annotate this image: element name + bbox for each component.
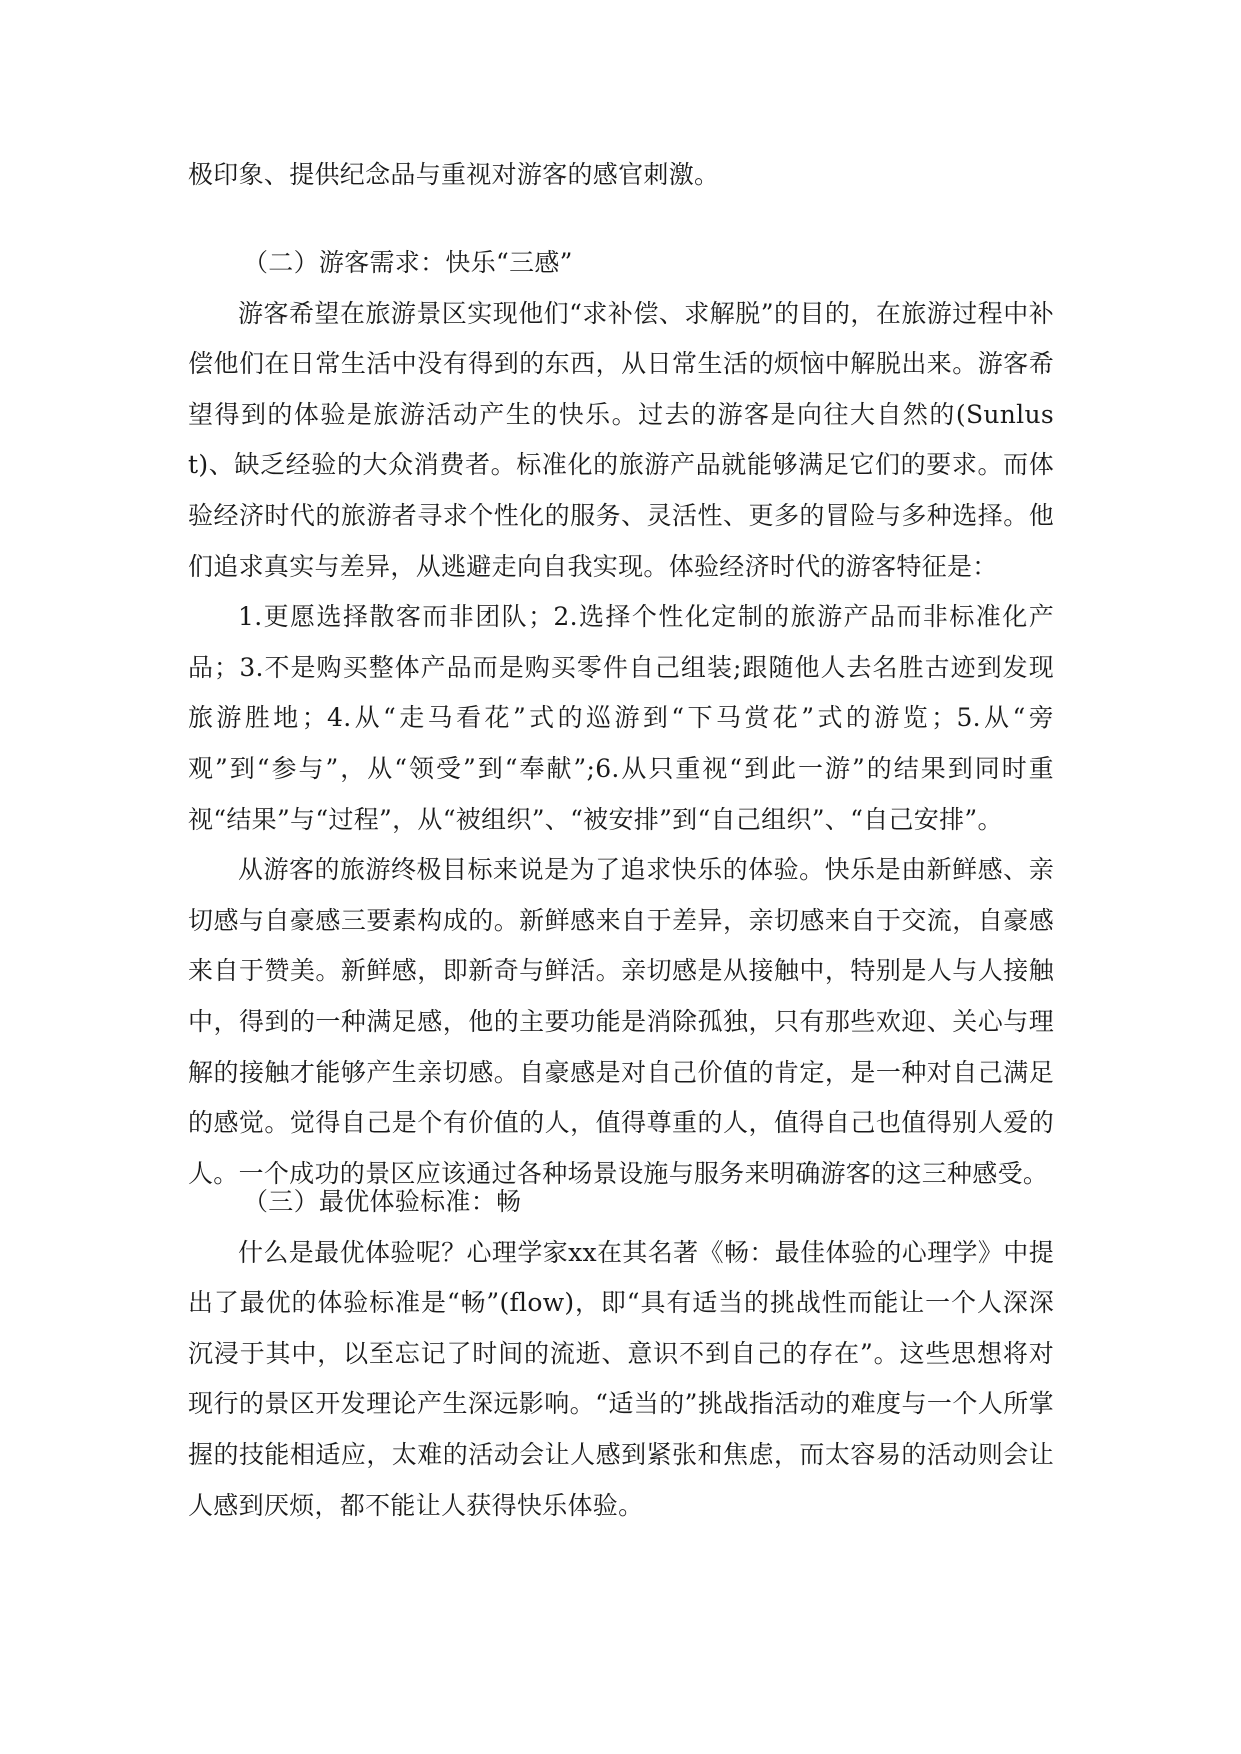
- section-2-paragraph-2: 1.更愿选择散客而非团队；2.选择个性化定制的旅游产品而非标准化产品；3.不是购买整体产品而是购买零件自己组装;跟随他人去名胜古迹到发现旅游胜地；4.从“走马看花”式的巡游到“下马赏花”式的游览；5.从“旁观”到“参与”，从“领受”到“奉献”;6.从只重视“到此一游”的结果到同时重视“结果”与“过程”，从“被组织”、“被安排”到“自己组织”、“自己安排”。: [188, 602, 1054, 834]
- section-3: [188, 1177, 1054, 1531]
- section-2: [188, 238, 1054, 1199]
- section-3-heading: （三）最优体验标准：畅: [243, 1187, 522, 1216]
- document-page: [188, 0, 1054, 1754]
- continuation-block: [188, 150, 1054, 201]
- section-3-paragraph-1: 什么是最优体验呢？心理学家xx在其名著《畅：最佳体验的心理学》中提出了最优的体验标准是“畅”(flow)，即“具有适当的挑战性而能让一个人深深沉浸于其中，以至忘记了时间的流逝、意识不到自己的存在”。这些思想将对现行的景区开发理论产生深远影响。“适当的”挑战指活动的难度与一个人所掌握的技能相适应，太难的活动会让人感到紧张和焦虑，而太容易的活动则会让人感到厌烦，都不能让人获得快乐体验。: [188, 1237, 1054, 1520]
- section-2-paragraph-3: 从游客的旅游终极目标来说是为了追求快乐的体验。快乐是由新鲜感、亲切感与自豪感三要素构成的。新鲜感来自于差异，亲切感来自于交流，自豪感来自于赞美。新鲜感，即新奇与鲜活。亲切感是从接触中，特别是人与人接触中，得到的一种满足感，他的主要功能是消除孤独，只有那些欢迎、关心与理解的接触才能够产生亲切感。自豪感是对自己价值的肯定，是一种对自己满足的感觉。觉得自己是个有价值的人，值得尊重的人，值得自己也值得别人爱的人。一个成功的景区应该通过各种场景设施与服务来明确游客的这三种感受。: [188, 855, 1054, 1188]
- continuation-paragraph: 极印象、提供纪念品与重视对游客的感官刺激。: [188, 160, 720, 189]
- section-2-heading: （二）游客需求：快乐“三感”: [243, 248, 573, 277]
- section-2-paragraph-1: 游客希望在旅游景区实现他们“求补偿、求解脱”的目的，在旅游过程中补偿他们在日常生活中没有得到的东西，从日常生活的烦恼中解脱出来。游客希望得到的体验是旅游活动产生的快乐。过去的游客是向往大自然的(Sunlust)、缺乏经验的大众消费者。标准化的旅游产品就能够满足它们的要求。而体验经济时代的旅游者寻求个性化的服务、灵活性、更多的冒险与多种选择。他们追求真实与差异，从逃避走向自我实现。体验经济时代的游客特征是：: [188, 298, 1054, 581]
